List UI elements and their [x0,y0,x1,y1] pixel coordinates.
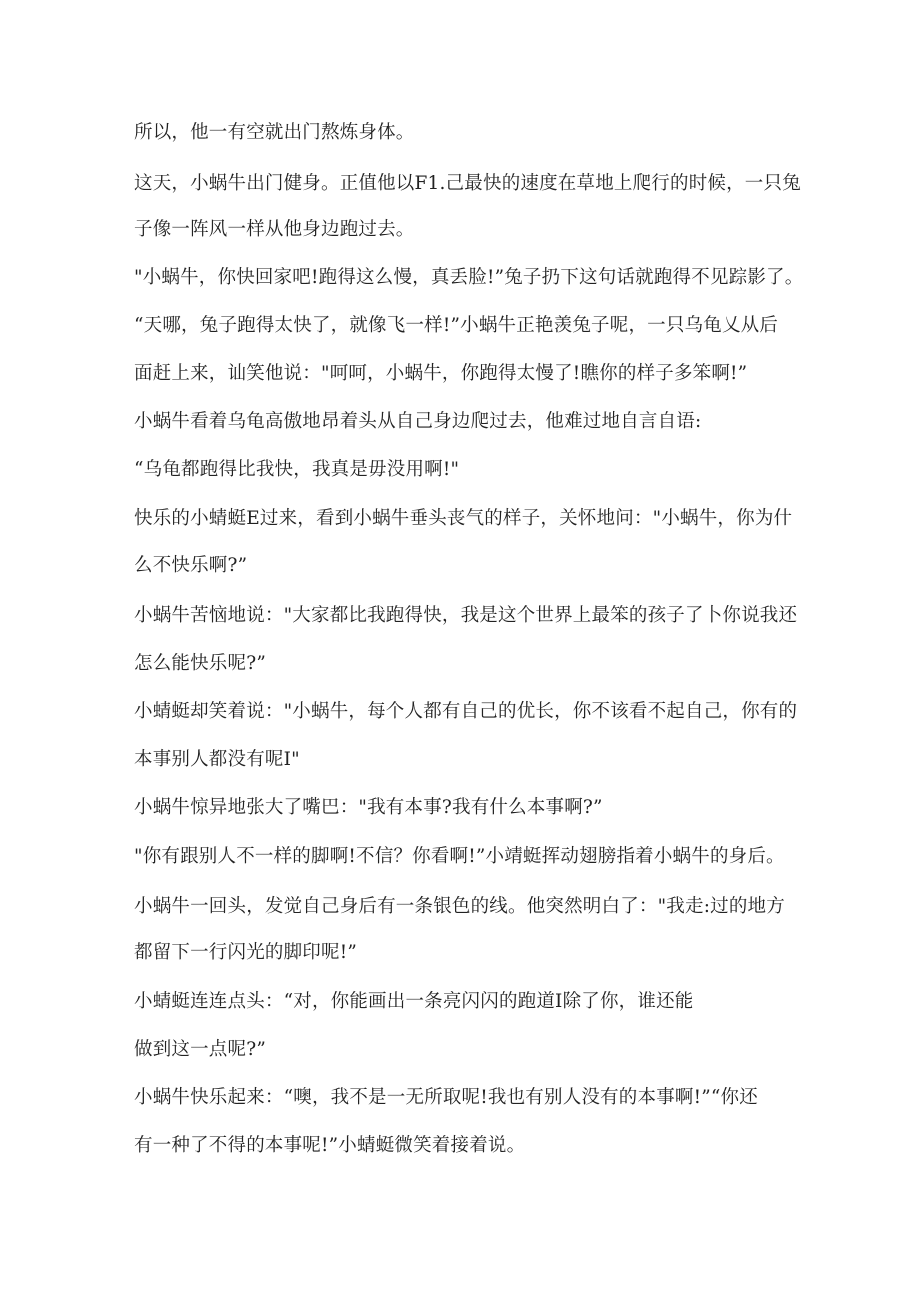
text-line: 子像一阵风一样从他身边跑过去。 [134,219,415,240]
text-line: "你有跟别人不一样的脚啊!不信？你看啊!”小靖蜓挥动翅膀指着小蜗牛的身后。 [134,846,785,867]
text-line: 这天，小蜗牛出门健身。正值他以F1.己最快的速度在草地上爬行的时候，一只兔 [134,173,801,194]
text-line: 有一种了不得的本事呢!”小蜻蜓微笑着接着说。 [134,1135,526,1156]
text-line: 小蜗牛一回头，发觉自己身后有一条银色的线。他突然明白了："我走:过的地方 [134,896,785,917]
text-line: “乌龟都跑得比我快，我真是毋没用啊!" [134,459,460,480]
text-line: “天哪，兔子跑得太快了，就像飞一样!”小蜗牛正艳羡兔子呢，一只乌龟乂从后 [134,315,779,336]
text-line: 小蜗牛惊异地张大了嘴巴："我有本事?我有什么本事啊?” [134,797,603,818]
text-line: 所以，他一有空就出门熬炼身体。 [134,122,415,143]
text-line: 小蜻蜓连连点头：“对，你能画出一条亮闪闪的跑道I除了你，谁还能 [134,991,694,1012]
text-line: 面赶上来，讪笑他说："呵呵，小蜗牛，你跑得太慢了!瞧你的样子多笨啊!” [134,363,748,384]
text-line: 小蜗牛看着乌龟高傲地昂着头从自己身边爬过去，他难过地自言自语: [134,411,702,432]
text-line: 都留下一行闪光的脚印呢!” [134,942,357,963]
text-line: "小蜗牛，你快回家吧!跑得这么慢，真丢脸!”兔子扔下这句话就跑得不见踪影了。 [134,267,804,288]
text-line: 快乐的小蜻蜓E过来，看到小蜗牛垂头丧气的样子，关怀地问："小蜗牛，你为什 [134,508,793,529]
text-line: 么不快乐啊?” [134,555,248,576]
text-line: 小蜗牛快乐起来：“噢，我不是一无所取呢!我也有别人没有的本事啊!”“你还 [134,1087,758,1108]
text-line: 怎么能快乐呢?” [134,653,266,674]
text-line: 做到这一点呢?” [134,1039,266,1060]
text-line: 小蜗牛苦恼地说："大家都比我跑得快，我是这个世界上最笨的孩子了卜你说我还 [134,605,798,626]
text-line: 小蜻蜓却笑着说："小蜗牛，每个人都有自己的优长，你不该看不起自己，你有的 [134,701,798,722]
text-line: 本事别人都没有呢I" [134,749,300,770]
